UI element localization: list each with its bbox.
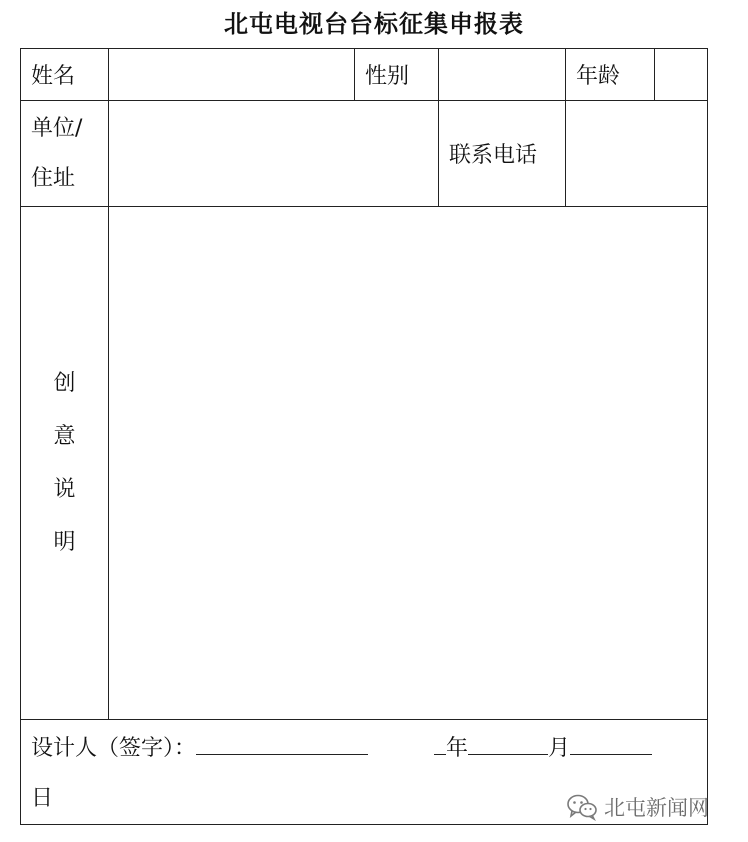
row-description [21,207,708,720]
phone-label: 联系电话 [439,101,566,207]
year-label: 年 [446,736,469,761]
row-contact [21,101,708,207]
unit-label-line2: 住址 [31,165,76,191]
signature-blank[interactable] [196,732,368,755]
row-personal [21,49,708,101]
wechat-icon [566,793,598,821]
year-blank[interactable] [434,732,446,755]
unit-address-label [21,101,109,207]
month-label: 月 [548,736,571,761]
watermark-text: 北屯新闻网 [604,796,709,820]
age-field[interactable] [655,49,708,101]
phone-field[interactable] [566,101,708,207]
month-blank[interactable] [468,732,548,755]
application-form-table [20,48,708,825]
gender-field[interactable] [439,49,566,101]
description-field[interactable] [109,207,708,720]
form-title: 北屯电视台台标征集申报表 [224,9,524,38]
name-label: 姓名 [21,49,109,101]
unit-address-field[interactable] [109,101,439,207]
signature-line [31,732,707,763]
description-char-4: 明 [53,530,76,555]
day-blank[interactable] [570,732,652,755]
age-label: 年龄 [566,49,655,101]
description-char-1: 创 [53,371,76,396]
signature-label: 设计人（签字）： [31,736,197,761]
description-label [21,207,109,720]
watermark [566,792,709,822]
gender-label: 性别 [355,49,439,101]
name-field[interactable] [109,49,355,101]
description-char-2: 意 [53,424,76,449]
unit-label-line1: 单位/ [31,115,83,141]
description-char-3: 说 [53,477,76,502]
day-label: 日 [31,786,54,811]
